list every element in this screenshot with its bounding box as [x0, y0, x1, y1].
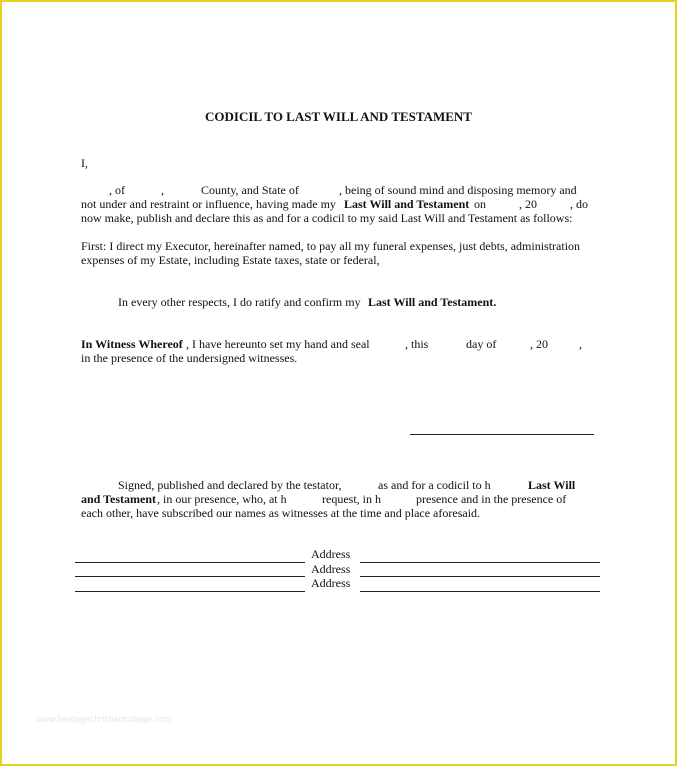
witness-this: , this [405, 337, 429, 351]
p1-sound-mind: , being of sound mind and disposing memory and [339, 183, 577, 197]
address-label-3: Address [311, 576, 351, 590]
p1-last-will: Last Will and Testament [344, 197, 470, 211]
signed-line3: each other, have subscribed our names as witnesses at the time and place aforesaid. [81, 506, 481, 520]
ratify-last-will: Last Will and Testament. [368, 295, 497, 309]
signed-presence-2: presence and in the presence of [416, 492, 567, 506]
signed-presence: , in our presence, who, at h [157, 492, 287, 506]
witness-line2: in the presence of the undersigned witnesses. [81, 351, 298, 365]
witness-address-line-2 [360, 576, 600, 577]
witness-year: , 20 [530, 337, 548, 351]
witness-day-of: day of [466, 337, 497, 351]
p1-do: , do [570, 197, 588, 211]
p1-of: , of [109, 183, 125, 197]
p1-on: on [474, 197, 486, 211]
signed-request: request, in h [322, 492, 381, 506]
ratify-text: In every other respects, I do ratify and confirm my [118, 295, 361, 309]
intro-line: I, [81, 156, 88, 170]
witness-name-line-3 [75, 591, 305, 592]
p1-comma: , [161, 183, 164, 197]
p1-year: , 20 [519, 197, 537, 211]
signed-and-testament: and Testament [81, 492, 157, 506]
signed-last-will: Last Will [528, 478, 576, 492]
first-line2: expenses of my Estate, including Estate taxes, state or federal, [81, 253, 380, 267]
witness-name-line-1 [75, 562, 305, 563]
watermark: www.heritagechristiancollege.com [36, 714, 172, 724]
address-label-2: Address [311, 562, 351, 576]
document-title: CODICIL TO LAST WILL AND TESTAMENT [205, 109, 472, 124]
p1-line3: now make, publish and declare this as and for a codicil to my said Last Will and Testament as follows: [81, 211, 573, 225]
testator-signature-line [410, 434, 594, 435]
witness-address-line-1 [360, 562, 600, 563]
witness-hand-seal: , I have hereunto set my hand and seal [186, 337, 370, 351]
p1-line2: not under and restraint or influence, having made my [81, 197, 336, 211]
witness-address-line-3 [360, 591, 600, 592]
first-line1: First: I direct my Executor, hereinafter named, to pay all my funeral expenses, just debts, administration [81, 239, 581, 253]
witness-whereof: In Witness Whereof [81, 337, 183, 351]
p1-county: County, and State of [201, 183, 299, 197]
signed-codicil: as and for a codicil to h [378, 478, 491, 492]
signed-line1: Signed, published and declared by the testator, [118, 478, 342, 492]
address-label-1: Address [311, 547, 351, 561]
witness-comma: , [579, 337, 582, 351]
witness-name-line-2 [75, 576, 305, 577]
